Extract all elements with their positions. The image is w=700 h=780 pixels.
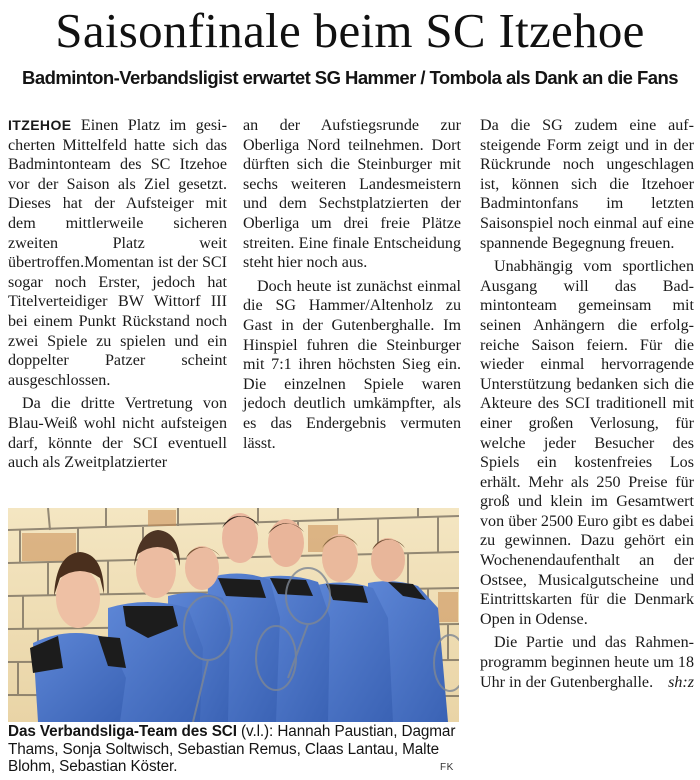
paragraph: Da die SG zudem eine aufsteigende Form zeigt und in der Rückrunde noch ungeschlagen ist, können sich die Itzehoer Badmintonfans im letzten Saisonspiel noch einmal auf eine spannende Begegnung freuen. (480, 117, 694, 252)
paragraph (480, 633, 694, 692)
paragraph (8, 116, 227, 390)
photo-caption (8, 723, 460, 776)
article-column-3 (480, 116, 694, 692)
caption-title: Das Verbandsliga-Team des SCI (8, 723, 237, 740)
paragraph: Doch heute ist zunächst einmal die SG Hammer/Altenholz zu Gast in der Gutenberghalle. Im Hinspiel fuhren die Steinburger mit 7:1 ihren höchsten Sieg ein. Die einzelnen Spiele waren jedoch deutlich umkämpfter, als es das Endergebnis vermuten lässt. (243, 277, 461, 452)
photo-credit: FK (440, 762, 454, 773)
article-column-1 (8, 116, 227, 473)
paragraph: an der Aufstiegsrunde zur Oberliga Nord teilnehmen. Dort dürften sich die Steinburger mit sechs weiteren Landesmeistern und dem Sechstplatzierten der Oberliga um drei freie Plätze streiten. Eine finale Entscheidung steht hier noch aus. (243, 117, 461, 272)
dateline: ITZEHOE (8, 117, 72, 133)
paragraph-text: Einen Platz im gesicherten Mittelfeld hatte sich das Badmintonteam des SC Itzehoe vor der Saison als Ziel gesetzt. Dieses hat der Aufsteiger mit dem mittlerweile sicheren zweiten Platz weit übertroffen.Momentan ist der SCI sogar noch Erster, jedoch hat Titelverteidiger BW Wittorf III bei einem Punkt Rückstand noch zwei Spiele zu spielen und ein doppelter Patzer scheint ausgeschlossen. (8, 117, 227, 389)
author-signature: sh:z (668, 673, 694, 691)
headline: Saisonfinale beim SC Itzehoe (55, 3, 645, 58)
team-photo (8, 508, 459, 722)
paragraph-text: Die Partie und das Rahmenprogramm beginnen heute um 18 Uhr in der Gutenberghalle. (480, 634, 694, 691)
paragraph: Da die dritte Vertretung von Blau-Weiß wohl nicht aufsteigen darf, könnte der SCI eventuell auch als Zweitplatzierter (8, 395, 227, 472)
subheadline: Badminton-Verbandsligist erwartet SG Hammer / Tombola als Dank an die Fans (22, 67, 678, 88)
caption-names: (v.l.): Hannah Paustian, Dagmar Thams, Sonja Soltwisch, Sebastian Remus, Claas Lantau, Malte Blohm, Sebastian Köster. (8, 723, 456, 776)
paragraph: Unabhängig vom sportlichen Ausgang will das Badmintonteam gemeinsam mit seinen Anhängern die erfolgreiche Saison feiern. Für die wieder einmal hervorragende Unterstützung bedanken sich die Akteure des SCI traditionell mit einer großen Verlosung, für welche jeder Besucher des Spiels ein kostenfreies Los erhält. Mehr als 250 Preise für groß und klein im Gesamtwert von über 2500 Euro gibt es dabei zu gewinnen. Dazu gehört ein Wochenendaufenthalt an der Ostsee, Musicalgutscheine und Eintrittskarten für die Denmark Open in Odense. (480, 258, 694, 628)
article-column-2 (243, 116, 461, 453)
team-photo-illustration (8, 508, 459, 722)
